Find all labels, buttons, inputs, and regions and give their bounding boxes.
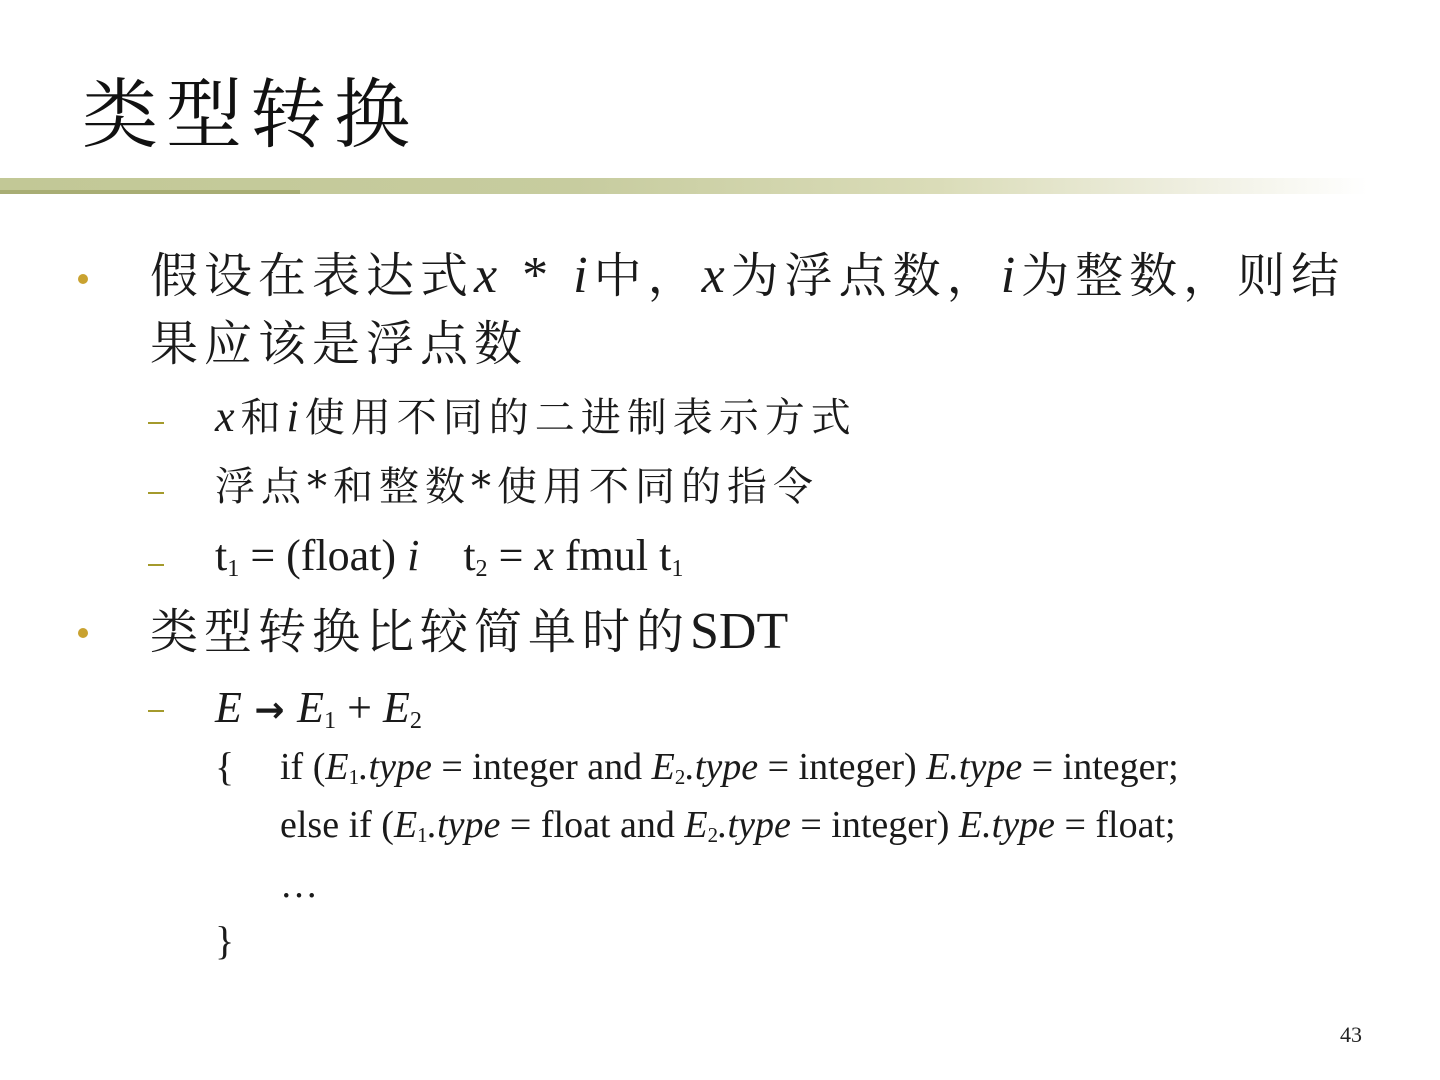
sub-bullet-dash	[148, 564, 164, 566]
rule-line-1: if ($E_1.type$ = integer and $E_2.type$ = integer) E.type = integer;	[280, 746, 1179, 790]
sub-bullet-3: $t_1$ = (float) i $t_2 = x$ fmul $t_1$	[215, 531, 684, 583]
sub-bullet-4: $E \to E_1 + E_2$	[215, 683, 422, 735]
rule-line-2: else if ($E_1.type$ = float and $E_2.type$ = integer) E.type = float;	[280, 804, 1176, 848]
slide-title: 类型转换	[82, 70, 418, 159]
page-number: 43	[1340, 1022, 1362, 1047]
bullet-1-line-1: 假设在表达式x * i中，x为浮点数，i为整数，则结	[150, 247, 1346, 304]
open-brace: {	[215, 744, 235, 789]
sub-bullet-dash	[148, 710, 164, 712]
sub-bullet-dash	[148, 492, 164, 494]
title-rule-shade	[0, 190, 300, 194]
bullet-1-line-2: 果应该是浮点数	[150, 316, 529, 372]
bullet-dot	[78, 628, 88, 638]
rule-line-3: …	[280, 864, 318, 906]
sub-bullet-2: 浮点*和整数*使用不同的指令	[215, 464, 819, 510]
bullet-2: 类型转换比较简单时的SDT	[150, 603, 789, 660]
close-brace: }	[215, 918, 235, 963]
sub-bullet-1: x和i使用不同的二进制表示方式	[215, 392, 857, 441]
sub-bullet-dash	[148, 422, 164, 424]
bullet-dot	[78, 274, 88, 284]
